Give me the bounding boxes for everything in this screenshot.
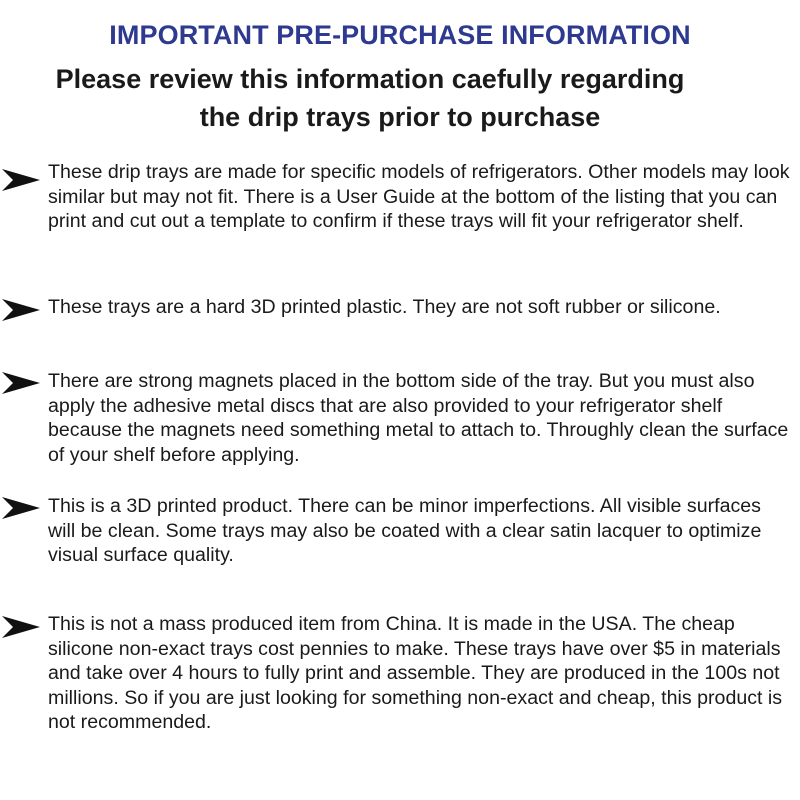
arrow-right-icon [2,496,40,520]
arrow-right-icon [2,168,40,192]
arrow-right-icon [2,298,40,322]
arrow-right-icon [2,615,40,639]
page-subtitle [0,60,800,136]
subtitle-line-2: the drip trays prior to purchase [199,102,601,132]
list-item-text: These drip trays are made for specific models of refrigerators. Other models may look similar but may not fit. There is a User Guide at the bottom of the listing that you can print and cut out a template to confirm if these trays will fit your refrigerator shelf. [48,161,790,232]
arrow-right-icon [2,371,40,395]
list-item-text: This is a 3D printed product. There can be minor imperfections. All visible surfaces will be clean. Some trays may also be coated with a clear satin lacquer to optimize visual surface quality. [48,495,762,566]
list-item-text: There are strong magnets placed in the bottom side of the tray. But you must also apply the adhesive metal discs that are also provided to your refrigerator shelf because the magnets need something metal to attach to. Throughly clean the surface of your shelf before applying. [48,370,789,466]
list-item-text: These trays are a hard 3D printed plastic. They are not soft rubber or silicone. [48,296,721,318]
page-title: IMPORTANT PRE-PURCHASE INFORMATION [109,20,691,50]
list-item-text: This is not a mass produced item from China. It is made in the USA. The cheap silicone non-exact trays cost pennies to make. These trays have over $5 in materials and take over 4 hours to fully print and assemble. They are produced in the 100s not millions. So if you are just looking for something non-exact and cheap, this product is not recommended. [48,613,783,733]
subtitle-line-1: Please review this information caefully regarding [55,64,685,94]
